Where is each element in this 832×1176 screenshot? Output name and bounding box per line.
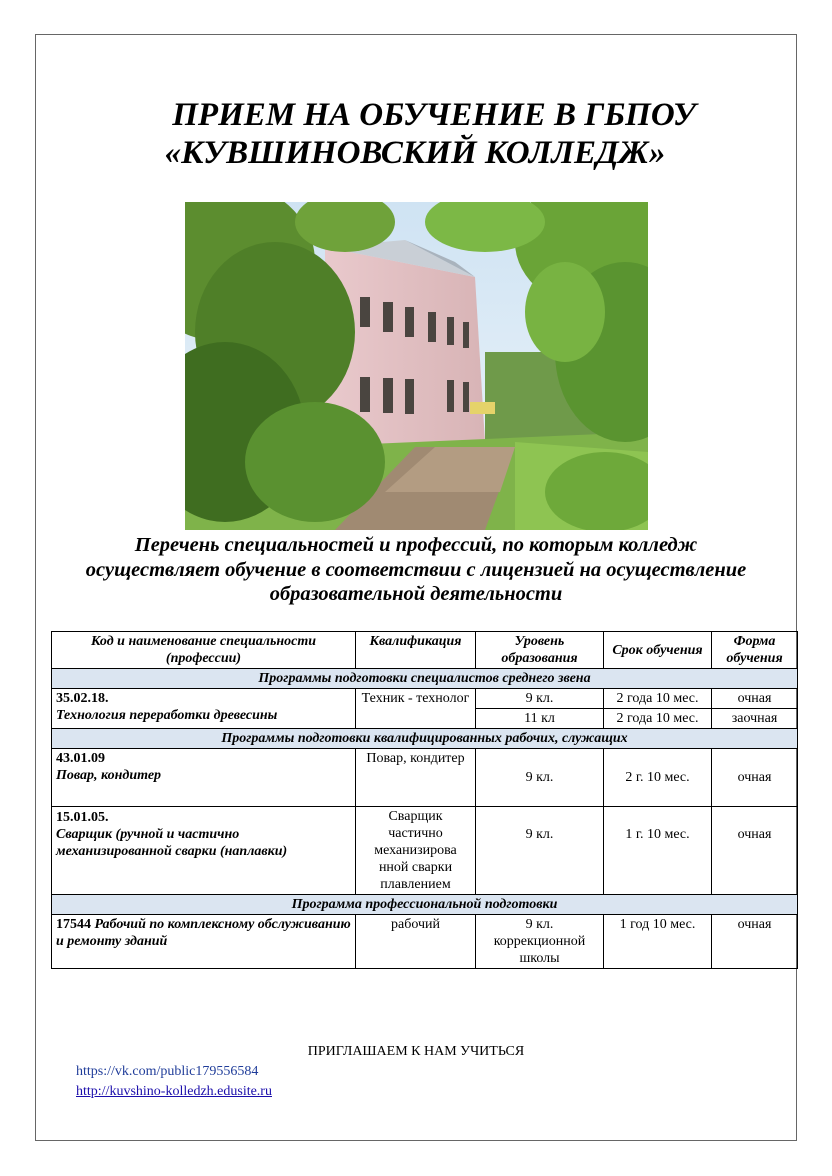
form-cell: заочная [712, 709, 798, 729]
table-row [52, 749, 798, 807]
table-row [52, 915, 798, 969]
duration-cell: 2 г. 10 мес. [604, 749, 712, 807]
programs-intro [40, 533, 792, 607]
header-duration: Срок обучения [604, 632, 712, 669]
program-code: 43.01.09 [56, 751, 105, 766]
invite-text: ПРИГЛАШАЕМ К НАМ УЧИТЬСЯ [307, 1044, 525, 1059]
duration-cell [604, 807, 712, 895]
form-value: очная [737, 827, 772, 842]
page-title-line1: ПРИЕМ НА ОБУЧЕНИЕ В ГБПОУ [172, 97, 696, 133]
program-cell [52, 689, 356, 729]
section-title-2: Программы подготовки квалифицированных рабочих, служащих [52, 729, 798, 749]
qualification-cell: рабочий [356, 915, 476, 969]
programs-table [51, 631, 798, 969]
duration-value: 1 г. 10 мес. [625, 827, 690, 842]
header-level: Уровень образования [476, 632, 604, 669]
level-cell: 9 кл. коррекционной школы [476, 915, 604, 969]
program-cell [52, 915, 356, 969]
header-form: Форма обучения [712, 632, 798, 669]
section-row [52, 895, 798, 915]
duration-cell: 2 года 10 мес. [604, 689, 712, 709]
intro-line1: Перечень специальностей и профессий, по которым колледж [134, 534, 698, 556]
level-cell: 11 кл [476, 709, 604, 729]
form-cell: очная [712, 915, 798, 969]
duration-cell: 1 год 10 мес. [604, 915, 712, 969]
header-code: Код и наименование специальности (профессии) [52, 632, 356, 669]
program-code: 35.02.18. [56, 691, 109, 706]
level-value: 9 кл. [525, 827, 554, 842]
vk-link[interactable]: https://vk.com/public179556584 [76, 1064, 259, 1079]
table-row [52, 807, 798, 895]
program-cell [52, 807, 356, 895]
program-code: 15.01.05. [56, 810, 109, 825]
header-qualification: Квалификация [356, 632, 476, 669]
level-cell [476, 807, 604, 895]
table-header-row [52, 632, 798, 669]
college-building-photo [185, 202, 648, 530]
intro-line2: осуществляет обучение в соответствии с лицензией на осуществление [85, 558, 747, 581]
form-cell: очная [712, 749, 798, 807]
program-name: Сварщик (ручной и частично механизированной сварки (наплавки) [56, 827, 288, 859]
table-row [52, 689, 798, 709]
program-name: Рабочий по комплексному обслуживанию и ремонту зданий [56, 917, 351, 949]
qualification-cell: Сварщик частично механизирова нной сварки плавлением [356, 807, 476, 895]
qualification-cell: Повар, кондитер [356, 749, 476, 807]
level-cell: 9 кл. [476, 689, 604, 709]
intro-line3: образовательной деятельности [269, 583, 563, 605]
program-cell [52, 749, 356, 807]
level-cell: 9 кл. [476, 749, 604, 807]
page-title-line2: «КУВШИНОВСКИЙ КОЛЛЕДЖ» [164, 135, 666, 171]
section-title-3: Программа профессиональной подготовки [52, 895, 798, 915]
qualification-cell: Техник - технолог [356, 689, 476, 729]
form-cell [712, 807, 798, 895]
program-name: Повар, кондитер [56, 768, 162, 783]
section-row [52, 669, 798, 689]
section-row [52, 729, 798, 749]
site-link[interactable]: http://kuvshino-kolledzh.edusite.ru [76, 1084, 272, 1099]
form-cell: очная [712, 689, 798, 709]
program-name: Технология переработки древесины [56, 708, 278, 723]
program-code: 17544 [56, 917, 91, 932]
duration-cell: 2 года 10 мес. [604, 709, 712, 729]
section-title-1: Программы подготовки специалистов среднего звена [52, 669, 798, 689]
